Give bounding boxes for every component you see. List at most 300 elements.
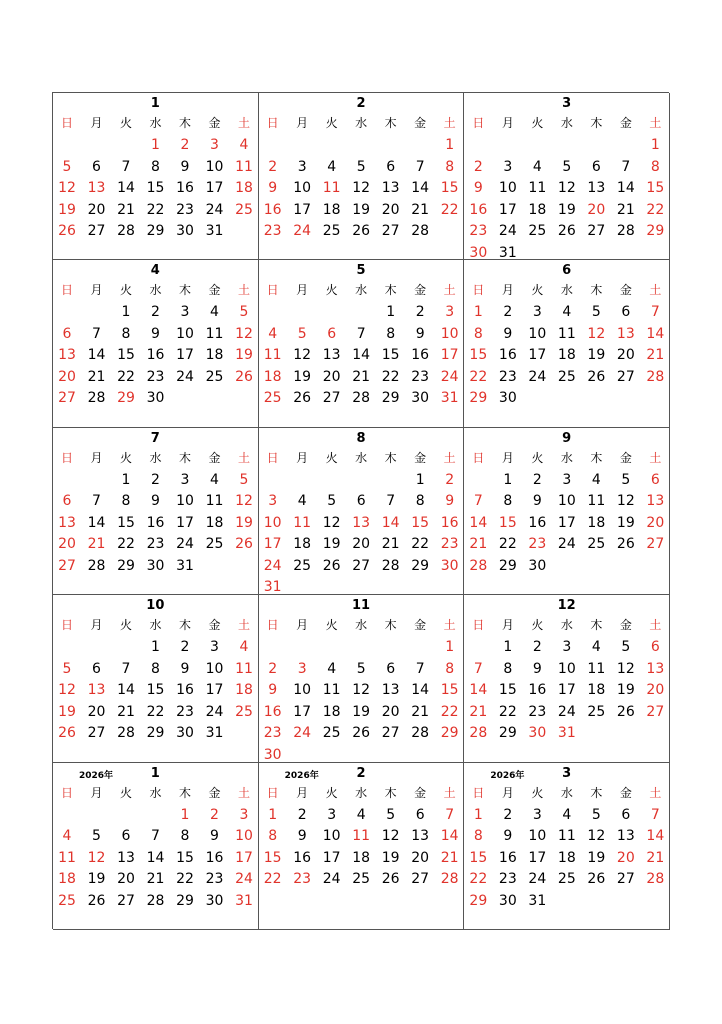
day-cell: 21 xyxy=(616,201,635,218)
day-cell: 14 xyxy=(352,347,371,364)
weekday-header: 日 xyxy=(472,450,485,465)
day-cell: 6 xyxy=(386,660,396,677)
day-cell: 1 xyxy=(445,137,455,153)
day-cell: 30 xyxy=(498,390,517,407)
day-cell: 27 xyxy=(411,871,430,888)
day-cell: 29 xyxy=(146,223,165,239)
day-cell: 3 xyxy=(327,806,337,823)
day-cell: 2 xyxy=(503,304,513,321)
day-cell: 13 xyxy=(87,682,106,699)
day-cell: 12 xyxy=(616,493,635,510)
day-cell: 7 xyxy=(92,325,101,342)
day-cell: 17 xyxy=(293,201,312,218)
day-cell: 17 xyxy=(322,849,341,866)
weekday-header: 木 xyxy=(384,283,397,298)
day-cell: 10 xyxy=(205,660,224,677)
day-cell: 19 xyxy=(352,201,371,218)
day-cell: 29 xyxy=(498,557,517,574)
day-cell: 26 xyxy=(587,368,606,385)
day-cell: 15 xyxy=(146,180,165,196)
month-number: 7 xyxy=(150,430,160,446)
day-cell: 5 xyxy=(591,806,601,823)
day-cell: 25 xyxy=(235,703,253,720)
day-cell: 19 xyxy=(293,368,312,385)
weekday-header: 日 xyxy=(266,785,279,800)
day-cell: 28 xyxy=(381,557,400,574)
day-cell: 1 xyxy=(473,304,483,321)
day-cell: 8 xyxy=(180,828,190,845)
day-cell: 27 xyxy=(87,725,106,742)
day-cell: 20 xyxy=(87,201,106,218)
weekday-header: 金 xyxy=(619,283,632,298)
day-cell: 15 xyxy=(440,682,459,699)
day-cell: 10 xyxy=(235,828,253,845)
day-cell: 7 xyxy=(473,493,483,510)
day-cell: 25 xyxy=(557,871,576,888)
day-cell: 6 xyxy=(356,493,366,510)
day-cell: 4 xyxy=(297,493,307,510)
day-cell: 29 xyxy=(469,892,488,909)
day-cell: 3 xyxy=(180,304,190,321)
day-cell: 20 xyxy=(58,368,76,385)
month-title xyxy=(259,596,464,616)
weekday-header: 水 xyxy=(149,450,162,465)
month-number: 8 xyxy=(356,430,366,446)
day-cell: 2 xyxy=(151,304,160,321)
weekday-header: 土 xyxy=(649,283,662,298)
day-cell: 11 xyxy=(205,493,224,510)
day-cell: 29 xyxy=(146,725,165,742)
day-cell: 8 xyxy=(503,493,513,510)
day-cell: 17 xyxy=(205,180,224,196)
day-cell: 11 xyxy=(293,514,312,531)
day-cell: 7 xyxy=(151,828,160,845)
day-cell: 7 xyxy=(415,158,425,175)
day-cell: 30 xyxy=(528,557,547,574)
day-cell: 16 xyxy=(176,180,194,196)
day-cell: 19 xyxy=(616,682,635,699)
day-cell: 27 xyxy=(381,223,400,239)
day-cell: 11 xyxy=(587,660,606,677)
day-cell: 16 xyxy=(498,849,517,866)
day-cell: 3 xyxy=(180,471,190,488)
day-cell: 1 xyxy=(473,806,483,823)
day-cell: 30 xyxy=(146,390,165,407)
day-cell: 7 xyxy=(415,660,425,677)
day-cell: 31 xyxy=(176,557,194,574)
day-cell: 2 xyxy=(210,806,219,823)
day-cell: 6 xyxy=(92,158,101,175)
day-cell: 2 xyxy=(297,806,307,823)
day-cell: 9 xyxy=(473,180,483,196)
calendar-grid xyxy=(52,92,669,929)
day-cell: 12 xyxy=(381,828,400,845)
weekday-header: 水 xyxy=(355,116,368,130)
day-cell: 25 xyxy=(352,871,371,888)
day-cell: 22 xyxy=(381,368,400,385)
day-cell: 5 xyxy=(92,828,101,845)
weekday-header: 日 xyxy=(60,450,73,465)
day-cell: 24 xyxy=(293,223,312,239)
weekday-header: 月 xyxy=(296,618,309,633)
day-cell: 12 xyxy=(235,493,253,510)
day-cell: 29 xyxy=(117,557,135,574)
weekday-header: 月 xyxy=(296,116,309,130)
day-cell: 28 xyxy=(469,725,488,742)
weekday-header: 土 xyxy=(649,785,662,800)
day-cell: 14 xyxy=(411,682,430,699)
day-cell: 3 xyxy=(210,137,219,153)
month-block xyxy=(464,428,670,595)
month-block xyxy=(53,595,259,762)
day-cell: 11 xyxy=(352,828,371,845)
day-cell: 7 xyxy=(621,158,631,175)
day-cell: 5 xyxy=(621,639,631,656)
weekday-header: 木 xyxy=(384,450,397,465)
day-cell: 21 xyxy=(411,201,430,218)
month-title xyxy=(464,94,669,114)
day-cell: 7 xyxy=(386,493,396,510)
weekday-header: 木 xyxy=(178,283,191,298)
day-cell: 19 xyxy=(58,703,76,720)
day-cell: 14 xyxy=(146,849,165,866)
day-cell: 20 xyxy=(411,849,430,866)
day-cell: 27 xyxy=(646,703,665,720)
day-cell: 21 xyxy=(117,201,135,218)
month-block xyxy=(53,428,259,595)
day-cell: 13 xyxy=(381,682,400,699)
day-cell: 14 xyxy=(469,682,488,699)
day-cell: 29 xyxy=(646,223,665,239)
weekday-header: 水 xyxy=(560,618,573,633)
day-cell: 9 xyxy=(151,325,160,342)
day-cell: 8 xyxy=(503,660,513,677)
day-cell: 1 xyxy=(121,304,131,321)
day-cell: 22 xyxy=(411,536,430,553)
month-block xyxy=(259,595,465,762)
day-cell: 22 xyxy=(646,201,665,218)
day-cell: 30 xyxy=(528,725,547,742)
day-cell: 11 xyxy=(557,325,576,342)
day-cell: 30 xyxy=(176,223,194,239)
day-cell: 1 xyxy=(415,471,425,488)
month-block xyxy=(53,93,259,260)
day-cell: 28 xyxy=(411,725,430,742)
day-cell: 15 xyxy=(646,180,665,196)
month-title xyxy=(53,596,258,616)
month-title xyxy=(53,764,258,784)
weekday-header: 金 xyxy=(619,116,632,130)
weekday-header: 土 xyxy=(237,785,250,800)
day-cell: 17 xyxy=(235,849,253,866)
day-cell: 29 xyxy=(411,557,430,574)
weekday-header: 日 xyxy=(60,785,73,800)
weekday-header: 月 xyxy=(296,450,309,465)
day-cell: 12 xyxy=(293,347,312,364)
day-cell: 20 xyxy=(58,536,76,553)
day-cell: 2 xyxy=(532,639,542,656)
day-cell: 17 xyxy=(528,849,547,866)
day-cell: 22 xyxy=(117,368,135,385)
day-cell: 11 xyxy=(58,849,76,866)
day-cell: 3 xyxy=(297,158,307,175)
month-number: 2 xyxy=(356,96,366,111)
day-cell: 12 xyxy=(587,325,606,342)
month-title xyxy=(53,261,258,281)
weekday-header: 水 xyxy=(560,283,573,298)
day-cell: 19 xyxy=(587,849,606,866)
day-cell: 10 xyxy=(293,180,312,196)
day-cell: 28 xyxy=(646,871,665,888)
day-cell: 24 xyxy=(176,536,194,553)
day-cell: 13 xyxy=(616,325,635,342)
day-cell: 6 xyxy=(650,471,660,488)
day-cell: 3 xyxy=(503,158,513,175)
day-cell: 19 xyxy=(352,703,371,720)
day-cell: 6 xyxy=(62,325,72,342)
day-cell: 6 xyxy=(121,828,131,845)
day-cell: 20 xyxy=(646,682,665,699)
day-cell: 28 xyxy=(146,892,165,909)
day-cell: 8 xyxy=(445,660,455,677)
day-cell: 30 xyxy=(205,892,224,909)
day-cell: 27 xyxy=(616,871,635,888)
day-cell: 25 xyxy=(235,201,253,218)
day-cell: 12 xyxy=(58,180,76,196)
month-title xyxy=(259,764,464,784)
day-cell: 27 xyxy=(587,223,606,239)
day-cell: 16 xyxy=(176,682,194,699)
day-cell: 20 xyxy=(352,536,371,553)
weekday-header: 火 xyxy=(531,450,544,465)
day-cell: 9 xyxy=(180,158,190,175)
day-cell: 25 xyxy=(322,223,341,239)
day-cell: 10 xyxy=(557,493,576,510)
weekday-header: 木 xyxy=(178,450,191,465)
day-cell: 23 xyxy=(528,536,547,553)
month-block xyxy=(464,595,670,762)
day-cell: 2 xyxy=(268,158,278,175)
day-cell: 8 xyxy=(151,660,160,677)
day-cell: 8 xyxy=(268,828,278,845)
day-cell: 19 xyxy=(587,347,606,364)
day-cell: 12 xyxy=(58,682,76,699)
day-cell: 21 xyxy=(117,703,135,720)
day-cell: 5 xyxy=(591,304,601,321)
day-cell: 11 xyxy=(235,660,253,677)
day-cell: 4 xyxy=(210,471,219,488)
weekday-header: 木 xyxy=(384,785,397,800)
weekday-header: 金 xyxy=(414,785,427,800)
day-cell: 5 xyxy=(239,304,249,321)
weekday-header: 火 xyxy=(325,618,338,633)
month-number: 3 xyxy=(562,765,572,781)
day-cell: 28 xyxy=(117,725,135,742)
month-block xyxy=(53,260,259,427)
day-cell: 4 xyxy=(327,660,337,677)
day-cell: 6 xyxy=(415,806,425,823)
day-cell: 26 xyxy=(557,223,576,239)
day-cell: 15 xyxy=(176,849,194,866)
month-block xyxy=(259,93,465,260)
day-cell: 15 xyxy=(263,849,282,866)
day-cell: 15 xyxy=(146,682,165,699)
day-cell: 8 xyxy=(650,158,660,175)
weekday-header: 火 xyxy=(531,283,544,298)
day-cell: 15 xyxy=(498,514,517,531)
day-cell: 5 xyxy=(327,493,337,510)
day-cell: 19 xyxy=(58,201,76,218)
day-cell: 18 xyxy=(322,201,341,218)
month-block xyxy=(464,763,670,930)
day-cell: 4 xyxy=(62,828,72,845)
day-cell: 20 xyxy=(117,871,135,888)
day-cell: 2 xyxy=(415,304,425,321)
day-cell: 24 xyxy=(498,223,517,239)
day-cell: 9 xyxy=(532,660,542,677)
weekday-header: 日 xyxy=(60,283,73,298)
day-cell: 2 xyxy=(445,471,455,488)
day-cell: 4 xyxy=(591,639,601,656)
year-label: 2026年 xyxy=(79,770,114,781)
day-cell: 24 xyxy=(263,557,282,574)
weekday-header: 火 xyxy=(119,116,132,130)
day-cell: 25 xyxy=(205,368,224,385)
day-cell: 22 xyxy=(469,368,488,385)
day-cell: 13 xyxy=(87,180,106,196)
weekday-header: 月 xyxy=(90,116,103,130)
day-cell: 9 xyxy=(503,828,513,845)
day-cell: 26 xyxy=(87,892,106,909)
day-cell: 24 xyxy=(293,725,312,742)
month-title xyxy=(53,94,258,114)
day-cell: 1 xyxy=(180,806,190,823)
weekday-header: 金 xyxy=(619,450,632,465)
day-cell: 26 xyxy=(58,223,76,239)
day-cell: 3 xyxy=(532,806,542,823)
day-cell: 7 xyxy=(92,493,101,510)
day-cell: 1 xyxy=(503,639,513,656)
weekday-header: 金 xyxy=(208,785,221,800)
day-cell: 1 xyxy=(650,137,660,153)
day-cell: 15 xyxy=(469,347,488,364)
day-cell: 16 xyxy=(205,849,224,866)
day-cell: 13 xyxy=(58,347,76,364)
weekday-header: 火 xyxy=(531,785,544,800)
day-cell: 29 xyxy=(440,725,459,742)
weekday-header: 木 xyxy=(590,450,603,465)
day-cell: 17 xyxy=(263,536,282,553)
day-cell: 31 xyxy=(235,892,253,909)
weekday-header: 木 xyxy=(178,116,191,130)
day-cell: 3 xyxy=(297,660,307,677)
month-number: 1 xyxy=(150,96,160,111)
weekday-header: 火 xyxy=(531,116,544,130)
day-cell: 21 xyxy=(87,536,106,553)
month-block xyxy=(53,763,259,930)
day-cell: 31 xyxy=(205,223,224,239)
day-cell: 16 xyxy=(528,682,547,699)
day-cell: 24 xyxy=(205,201,224,218)
day-cell: 23 xyxy=(263,223,282,239)
day-cell: 24 xyxy=(528,871,547,888)
day-cell: 4 xyxy=(239,639,249,656)
weekday-header: 木 xyxy=(178,618,191,633)
day-cell: 6 xyxy=(650,639,660,656)
weekday-header: 月 xyxy=(501,785,514,800)
weekday-header: 月 xyxy=(501,283,514,298)
day-cell: 2 xyxy=(503,806,513,823)
day-cell: 18 xyxy=(587,514,606,531)
weekday-header: 水 xyxy=(149,283,162,298)
day-cell: 16 xyxy=(528,514,547,531)
day-cell: 21 xyxy=(646,849,665,866)
weekday-header: 水 xyxy=(560,450,573,465)
weekday-header: 土 xyxy=(237,450,250,465)
month-block xyxy=(464,260,670,427)
day-cell: 20 xyxy=(381,201,400,218)
day-cell: 9 xyxy=(210,828,219,845)
weekday-header: 日 xyxy=(472,618,485,633)
day-cell: 15 xyxy=(117,514,135,531)
day-cell: 31 xyxy=(498,244,517,261)
day-cell: 9 xyxy=(268,682,278,699)
day-cell: 30 xyxy=(263,746,282,763)
day-cell: 16 xyxy=(263,201,282,218)
day-cell: 22 xyxy=(146,201,165,218)
day-cell: 10 xyxy=(176,493,194,510)
day-cell: 27 xyxy=(117,892,135,909)
day-cell: 3 xyxy=(562,471,572,488)
day-cell: 18 xyxy=(205,347,224,364)
day-cell: 11 xyxy=(322,682,341,699)
day-cell: 3 xyxy=(268,493,278,510)
day-cell: 6 xyxy=(92,660,101,677)
day-cell: 20 xyxy=(587,201,606,218)
weekday-header: 土 xyxy=(237,116,250,130)
day-cell: 15 xyxy=(498,682,517,699)
weekday-header: 木 xyxy=(384,116,397,130)
day-cell: 23 xyxy=(528,703,547,720)
weekday-header: 水 xyxy=(149,618,162,633)
day-cell: 21 xyxy=(646,347,665,364)
weekday-header: 土 xyxy=(237,618,250,633)
day-cell: 27 xyxy=(616,368,635,385)
day-cell: 31 xyxy=(205,725,224,742)
day-cell: 14 xyxy=(646,325,665,342)
day-cell: 13 xyxy=(646,493,665,510)
day-cell: 19 xyxy=(235,347,253,364)
day-cell: 18 xyxy=(263,368,282,385)
day-cell: 27 xyxy=(352,557,371,574)
day-cell: 25 xyxy=(58,892,76,909)
weekday-header: 月 xyxy=(501,450,514,465)
day-cell: 26 xyxy=(381,871,400,888)
weekday-header: 火 xyxy=(119,618,132,633)
weekday-header: 木 xyxy=(384,618,397,633)
day-cell: 22 xyxy=(146,703,165,720)
day-cell: 14 xyxy=(117,180,135,196)
day-cell: 25 xyxy=(528,223,547,239)
day-cell: 18 xyxy=(235,180,253,196)
day-cell: 1 xyxy=(386,304,396,321)
day-cell: 19 xyxy=(381,849,400,866)
month-title xyxy=(259,429,464,449)
day-cell: 7 xyxy=(445,806,455,823)
day-cell: 5 xyxy=(621,471,631,488)
day-cell: 10 xyxy=(263,514,282,531)
day-cell: 17 xyxy=(498,201,517,218)
